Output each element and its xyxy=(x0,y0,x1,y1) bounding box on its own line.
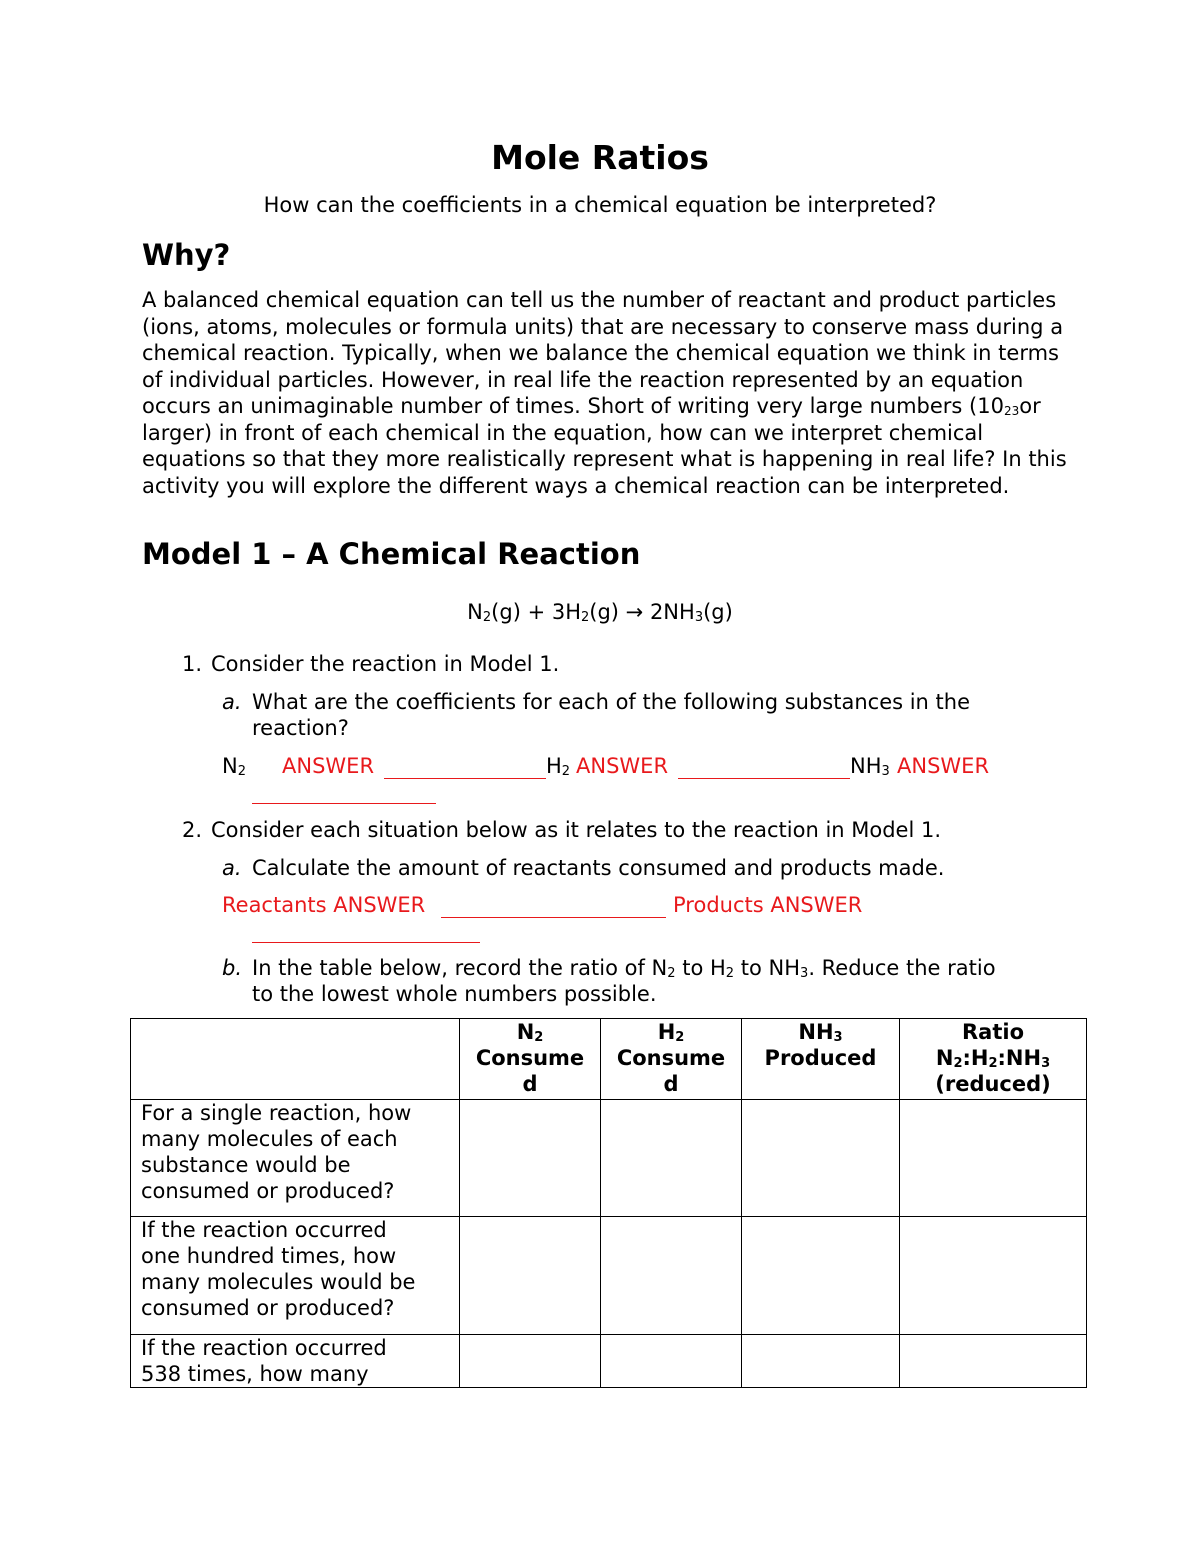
page-title: Mole Ratios xyxy=(491,138,709,177)
cell-ratio-538[interactable] xyxy=(900,1335,1087,1388)
n2-answer[interactable]: ANSWER xyxy=(282,754,375,778)
header-empty xyxy=(131,1019,460,1100)
chemical-equation: N2(g) + 3H2(g) → 2NH3(g) xyxy=(467,600,733,625)
why-heading: Why? xyxy=(142,238,231,272)
row-label-538: If the reaction occurred 538 times, how many xyxy=(131,1335,460,1388)
cell-h2-hundred[interactable] xyxy=(601,1217,742,1335)
q2b-text-line1: In the table below, record the ratio of N2 to H2 to NH3. Reduce the ratio xyxy=(252,956,996,981)
q2-number: 2. xyxy=(182,818,203,842)
products-answer[interactable]: Products ANSWER xyxy=(673,893,863,917)
page-subtitle: How can the coefficients in a chemical equation be interpreted? xyxy=(263,193,937,217)
header-nh3-produced: NH3 Produced xyxy=(742,1019,900,1100)
nh3-label: NH3 xyxy=(850,754,890,779)
q1a-label: a. xyxy=(222,690,242,714)
table-header-row xyxy=(131,1019,1087,1100)
header-n2-consumed: N2 Consume d xyxy=(460,1019,601,1100)
q1a-text-line2: reaction? xyxy=(252,716,349,740)
q2-text: Consider each situation below as it relates to the reaction in Model 1. xyxy=(211,818,942,842)
cell-n2-hundred[interactable] xyxy=(460,1217,601,1335)
cell-nh3-538[interactable] xyxy=(742,1335,900,1388)
exponent: 23 xyxy=(1003,404,1020,418)
q2a-label: a. xyxy=(222,856,242,880)
cell-nh3-single[interactable] xyxy=(742,1100,900,1217)
h2-label: H2 xyxy=(546,754,571,779)
q1-number: 1. xyxy=(182,652,203,676)
n2-label: N2 xyxy=(222,754,246,779)
cell-h2-single[interactable] xyxy=(601,1100,742,1217)
model-heading: Model 1 – A Chemical Reaction xyxy=(142,537,641,571)
cell-ratio-hundred[interactable] xyxy=(900,1217,1087,1335)
table-row xyxy=(131,1100,1087,1217)
nh3-answer-line xyxy=(252,803,436,804)
cell-ratio-single[interactable] xyxy=(900,1100,1087,1217)
row-label-single: For a single reaction, how many molecules of each substance would be consumed or produced? xyxy=(131,1100,460,1217)
h2-answer[interactable]: ANSWER xyxy=(576,754,669,778)
reactants-answer-line xyxy=(441,917,666,918)
header-h2-consumed: H2 Consume d xyxy=(601,1019,742,1100)
q1-text: Consider the reaction in Model 1. xyxy=(211,652,560,676)
row-label-hundred: If the reaction occurred one hundred times, how many molecules would be consumed or produced? xyxy=(131,1217,460,1335)
q2b-text-line2: to the lowest whole numbers possible. xyxy=(252,982,657,1006)
q2a-text: Calculate the amount of reactants consumed and products made. xyxy=(252,856,945,880)
q1a-text-line1: What are the coefficients for each of the following substances in the xyxy=(252,690,971,714)
cell-h2-538[interactable] xyxy=(601,1335,742,1388)
table-row xyxy=(131,1217,1087,1335)
why-paragraph: A balanced chemical equation can tell us the number of reactant and product particles (ions, atoms, molecules or formula units) that are necessary to conserve mass during a chemical reaction. Typically, when we balance the chemical equation we think in terms of individual particles. However, in real life the reaction represented by an equation occurs an unimaginable number of times. Short of writing very large numbers (1023or larger) in front of each chemical in the equation, how can we interpret chemical equations so that they more realistically represent what is happening in real life? In this activity you will explore the different ways a chemical reaction can be interpreted. xyxy=(142,288,1067,498)
reactants-answer[interactable]: Reactants ANSWER xyxy=(222,893,426,917)
nh3-answer[interactable]: ANSWER xyxy=(897,754,990,778)
q2b-label: b. xyxy=(222,956,243,980)
n2-answer-line xyxy=(384,778,546,779)
cell-nh3-hundred[interactable] xyxy=(742,1217,900,1335)
cell-n2-single[interactable] xyxy=(460,1100,601,1217)
header-ratio: Ratio N2:H2:NH3 (reduced) xyxy=(900,1019,1087,1100)
table-row xyxy=(131,1335,1087,1388)
products-answer-line xyxy=(252,942,480,943)
cell-n2-538[interactable] xyxy=(460,1335,601,1388)
ratio-table xyxy=(130,1018,1087,1388)
h2-answer-line xyxy=(678,778,850,779)
